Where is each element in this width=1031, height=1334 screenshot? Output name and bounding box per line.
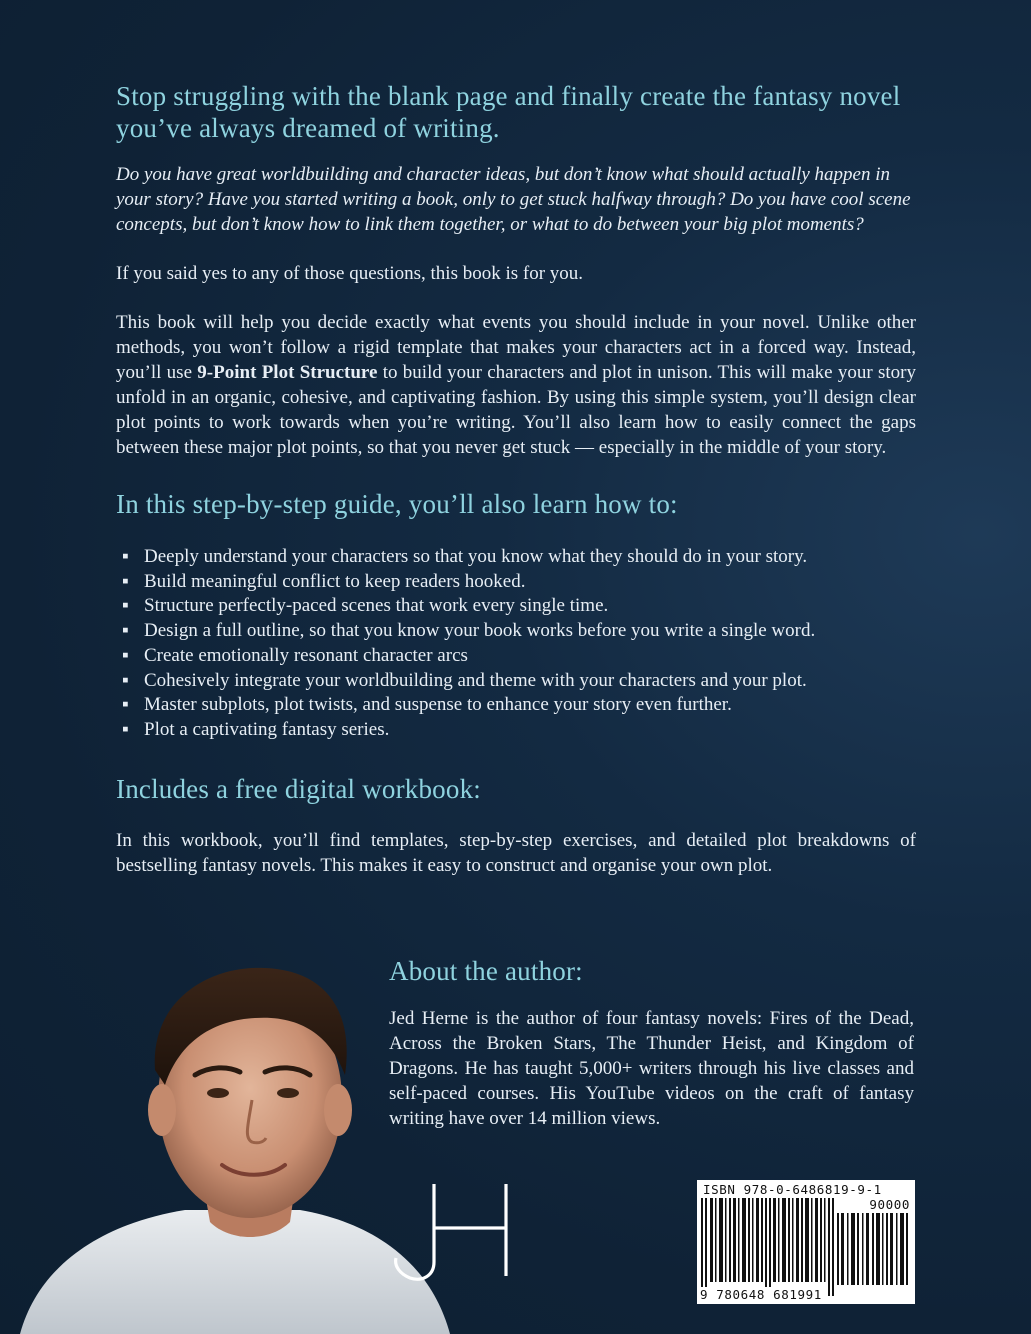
about-author bbox=[389, 955, 914, 1131]
workbook-text: In this workbook, you’ll find templates, step-by-step exercises, and detailed plot breakdowns of bestselling fantasy novels. This makes it easy to construct and organise your own plot. bbox=[116, 829, 916, 876]
bullet-icon: ▪ bbox=[122, 595, 129, 617]
description-paragraph bbox=[116, 310, 916, 460]
addon-bars bbox=[837, 1213, 909, 1285]
list-item: ▪ Cohesively integrate your worldbuilding and theme with your characters and your plot. bbox=[116, 669, 916, 694]
list-item: ▪ Master subplots, plot twists, and suspense to enhance your story even further. bbox=[116, 693, 916, 718]
list-item: ▪ Design a full outline, so that you know your book works before you write a single word. bbox=[116, 619, 916, 644]
description-part-1: This book will help you decide exactly what events you should include in your novel. Unlike other methods, you won’t follow a rigid template that makes your characters act in a forced way. Instead, you’ll use bbox=[116, 312, 916, 383]
bullet-icon: ▪ bbox=[122, 620, 129, 642]
workbook-heading: Includes a free digital workbook: bbox=[116, 773, 481, 804]
author-bio: Jed Herne is the author of four fantasy novels: Fires of the Dead, Across the Broken Stars, The Thunder Heist, and Kingdom of Dragons. He has taught 5,000+ writers through his live classes and self-paced courses. His YouTube videos on the craft of fantasy writing have over 14 million views. bbox=[389, 1008, 914, 1129]
back-cover-text bbox=[116, 80, 916, 878]
bullet-icon: ▪ bbox=[122, 669, 129, 691]
isbn-label: ISBN 978-0-6486819-9-1 bbox=[703, 1182, 882, 1197]
headline: Stop struggling with the blank page and finally create the fantasy novel you’ve always dreamed of writing. bbox=[116, 81, 901, 143]
list-item: ▪ Create emotionally resonant character arcs bbox=[116, 644, 916, 669]
bullet-icon: ▪ bbox=[122, 718, 129, 740]
isbn-barcode bbox=[697, 1180, 915, 1304]
ean-digits: 9 780648 681991 bbox=[700, 1287, 822, 1302]
bullet-icon: ▪ bbox=[122, 644, 129, 666]
description-bold-term: 9-Point Plot Structure bbox=[197, 362, 378, 383]
learn-list bbox=[116, 545, 916, 743]
list-item: ▪ Deeply understand your characters so that you know what they should do in your story. bbox=[116, 545, 916, 570]
addon-price: 90000 bbox=[869, 1197, 910, 1212]
intro-questions: Do you have great worldbuilding and character ideas, but don’t know what should actually happen in your story? Have you started writing a book, only to get stuck halfway through? Do you have cool scene concepts, but don’t know how to link them together, or what to do between your big plot moments? bbox=[116, 164, 911, 235]
audience-line: If you said yes to any of those questions, this book is for you. bbox=[116, 263, 584, 284]
learn-heading: In this step-by-step guide, you’ll also learn how to: bbox=[116, 489, 678, 519]
author-heading: About the author: bbox=[389, 956, 583, 986]
description-part-2: to build your characters and plot in unison. This will make your story unfold in an organic, cohesive, and captivating fashion. By using this simple system, you’ll design clear plot points to work towards when you’re writing. You’ll also learn how to easily connect the gaps between these major plot points, so that you never get stuck — especially in the middle of your story. bbox=[116, 362, 916, 458]
list-item: ▪ Structure perfectly-paced scenes that work every single time. bbox=[116, 594, 916, 619]
bullet-icon: ▪ bbox=[122, 694, 129, 716]
list-item: ▪ Build meaningful conflict to keep readers hooked. bbox=[116, 570, 916, 595]
bullet-icon: ▪ bbox=[122, 546, 129, 567]
bullet-icon: ▪ bbox=[122, 570, 129, 592]
list-item: ▪ Plot a captivating fantasy series. bbox=[116, 718, 916, 743]
ean-bars bbox=[701, 1198, 835, 1296]
jh-monogram-logo bbox=[388, 1178, 538, 1282]
